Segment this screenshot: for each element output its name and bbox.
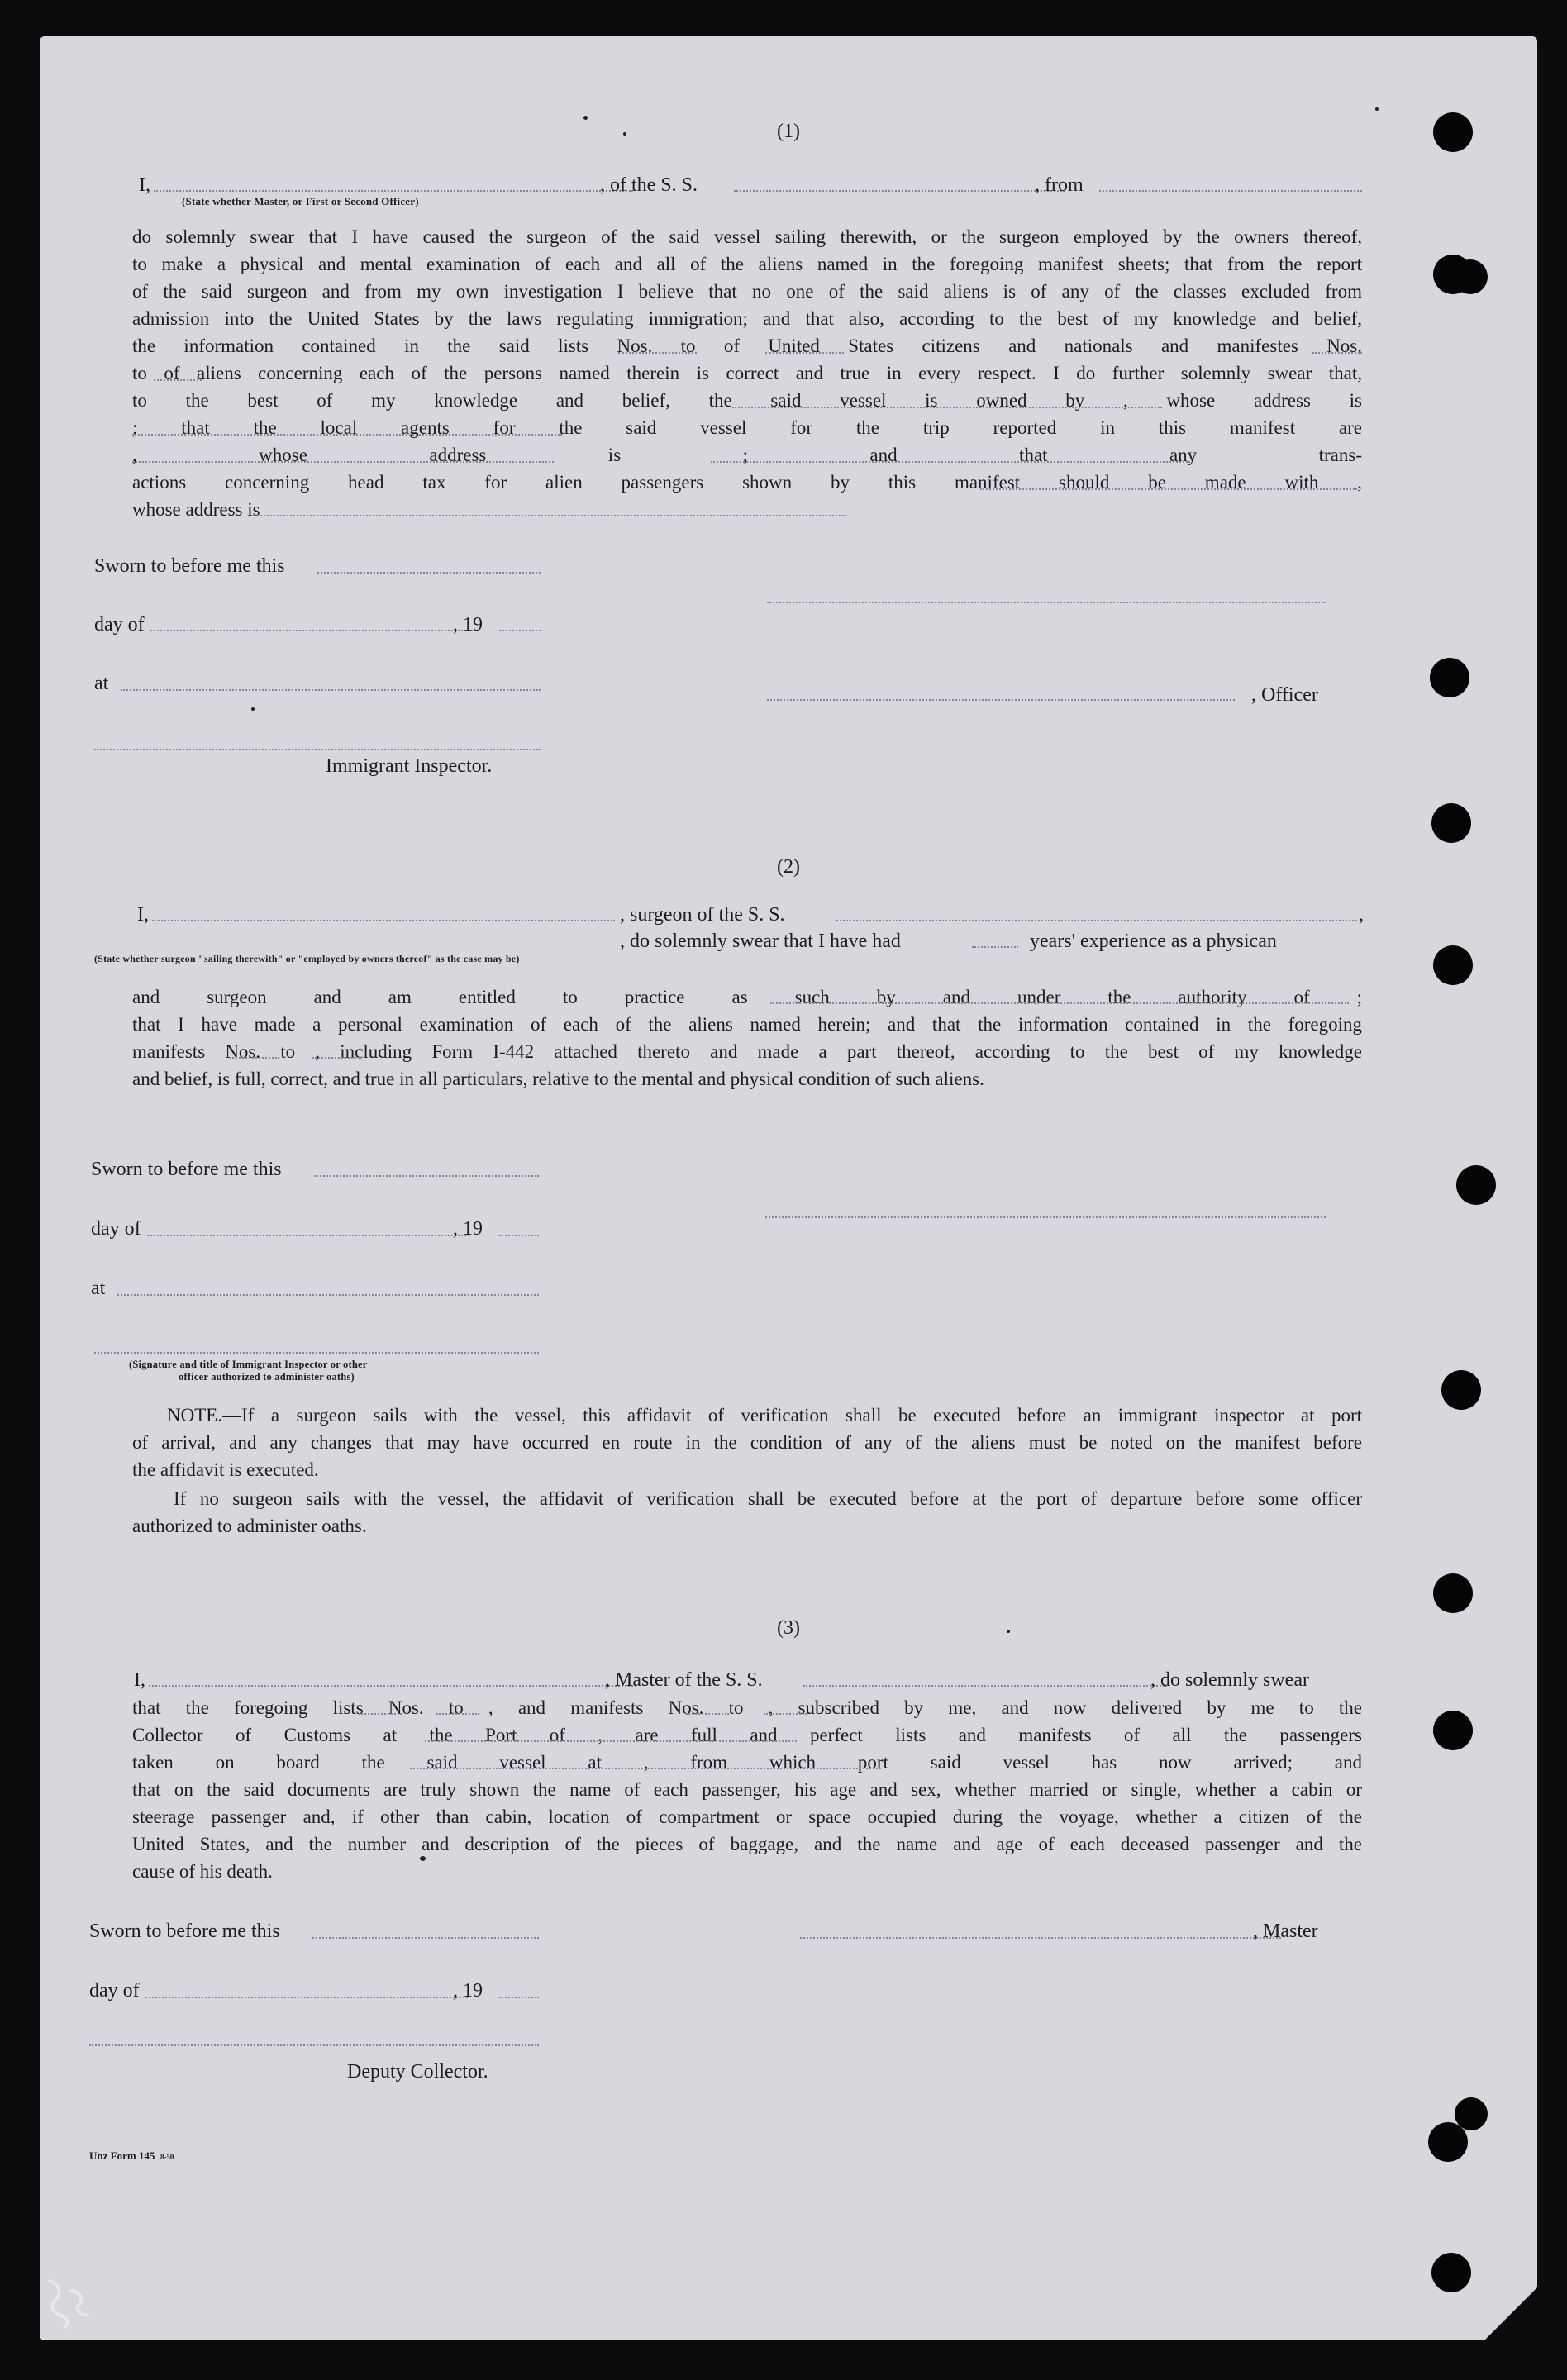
sec3-ship-line[interactable] — [803, 1685, 1167, 1687]
form-number: Unz Form 145 8-50 — [89, 2149, 174, 2162]
sec1-agents-line[interactable] — [132, 461, 554, 463]
sec2-no-surgeon-line: If no surgeon sails with the vessel, the affidavit of verification shall be executed before at the port of departure before some officer — [174, 1488, 1362, 1509]
sec3-swear-label: , do solemnly swear — [1150, 1669, 1309, 1691]
sec3-master-sig-label: , Master — [1253, 1921, 1318, 1942]
sec2-years-label: years' experience as a physican — [1030, 931, 1277, 952]
sec1-from-label: , from — [1035, 174, 1084, 196]
sec1-headtax-line[interactable] — [980, 488, 1357, 490]
sec1-headtax-address-line[interactable] — [251, 515, 846, 516]
sec2-note-line: of arrival, and any changes that may have occurred en route in the condition of any of the aliens must be noted on the manifest before — [132, 1432, 1362, 1453]
sec1-body-line: to make a physical and mental examination of each and all of the aliens named in the foregoing manifest sheets; that from the report — [132, 254, 1362, 274]
sec1-body-line: the information contained in the said lists Nos. to of United States citizens and nationals and manifestes Nos. — [132, 336, 1362, 356]
sec3-body-line: that on the said documents are truly shown the name of each passenger, his age and sex, whether married or single, whether a cabin or — [132, 1779, 1362, 1800]
sec3-body-line: steerage passenger and, if other than cabin, location of compartment or space occupied during the voyage, whether a citizen of the — [132, 1806, 1362, 1827]
sec2-body-line: that I have made a personal examination of each of the aliens named herein; and that the information contained in the foregoing — [132, 1014, 1362, 1035]
sec1-year-line[interactable] — [499, 630, 541, 631]
sec2-body-line: manifests Nos. to , including Form I-442 attached thereto and made a part thereof, according to the best of my knowledge — [132, 1041, 1362, 1062]
sec3-name-line[interactable] — [149, 1685, 636, 1687]
sec1-at-label: at — [94, 673, 109, 694]
sec1-name-line[interactable] — [154, 190, 633, 192]
sec2-inspector-line[interactable] — [94, 1352, 539, 1354]
sec3-list-from-line[interactable] — [359, 1713, 402, 1715]
sec1-i-label: I, — [139, 174, 150, 196]
sec3-body-line: Collector of Customs at the Port of , are full and perfect lists and manifests of all the passengers — [132, 1725, 1362, 1745]
ink-speck — [1007, 1630, 1010, 1633]
sec2-note-line: the affidavit is executed. — [132, 1459, 319, 1480]
sec1-day-label: day of — [94, 614, 145, 635]
sec2-manifest-to-line[interactable] — [312, 1057, 362, 1059]
sec2-no-surgeon-line: authorized to administer oaths. — [132, 1516, 367, 1536]
sec2-at-line[interactable] — [117, 1294, 539, 1296]
sec2-years-line[interactable] — [972, 946, 1018, 948]
sec2-sworn-line[interactable] — [314, 1175, 539, 1177]
sec3-i-label: I, — [134, 1669, 145, 1691]
sec2-year-label: , 19 — [453, 1218, 483, 1240]
handwritten-mark-icon — [40, 2274, 98, 2332]
ink-speck — [420, 1856, 426, 1861]
sec3-manifest-to-line[interactable] — [764, 1713, 807, 1715]
sec2-signature-line[interactable] — [765, 1216, 1326, 1218]
sec2-at-label: at — [91, 1278, 106, 1299]
sec1-ship-line[interactable] — [734, 190, 1065, 192]
binder-hole — [1456, 1165, 1496, 1205]
sec3-master-label: , Master of the S. S. — [605, 1669, 763, 1691]
sec3-boarded-line[interactable] — [410, 1768, 881, 1769]
sec1-at-line[interactable] — [121, 689, 541, 691]
sec3-body-line: cause of his death. — [132, 1861, 273, 1882]
binder-hole — [1441, 1370, 1481, 1410]
sec2-manifest-from-line[interactable] — [230, 1057, 279, 1059]
sec1-agents-address-line[interactable] — [711, 461, 1190, 463]
sec2-comma: , — [1359, 904, 1364, 926]
sec3-list-to-line[interactable] — [436, 1713, 479, 1715]
ink-speck — [583, 116, 588, 120]
sec1-body-line: do solemnly swear that I have caused the surgeon of the said vessel sailing therewith, or the surgeon employed by the owners thereof, — [132, 226, 1362, 247]
sec2-body-line: and belief, is full, correct, and true in all particulars, relative to the mental and physical condition of such aliens. — [132, 1069, 984, 1089]
sec1-sworn-line[interactable] — [317, 572, 541, 574]
torn-corner — [1484, 2287, 1537, 2340]
sec2-sworn-label: Sworn to before me this — [91, 1159, 282, 1180]
binder-hole — [1433, 1573, 1473, 1613]
sec1-list-to-line[interactable] — [765, 352, 844, 354]
section-2-heading: (2) — [777, 856, 800, 878]
sec2-surgeon-label: , surgeon of the S. S. — [620, 904, 785, 926]
sec2-i-label: I, — [137, 904, 149, 926]
binder-hole — [1433, 112, 1473, 152]
sec1-sworn-label: Sworn to before me this — [94, 555, 285, 577]
sec1-body-line: admission into the United States by the laws regulating immigration; and that also, according to the best of my knowledge and belief, — [132, 308, 1362, 329]
sec3-body-line: taken on board the said vessel at , from which port said vessel has now arrived; and — [132, 1752, 1362, 1773]
sec2-ship-line[interactable] — [836, 920, 1357, 921]
sec1-year-label: , 19 — [453, 614, 483, 635]
sec3-body-line: United States, and the number and description of the pieces of baggage, and the name and age of each deceased passenger and the — [132, 1834, 1362, 1854]
sec2-signature-note-2: officer authorized to administer oaths) — [179, 1371, 355, 1383]
sec2-body-line: and surgeon and am entitled to practice as such by and under the authority of ; — [132, 987, 1362, 1007]
section-3-heading: (3) — [777, 1617, 800, 1639]
binder-hole — [1433, 1711, 1473, 1750]
form-sheet — [40, 36, 1537, 2340]
sec1-day-line[interactable] — [150, 630, 473, 631]
sec1-manifest-to-line[interactable] — [154, 379, 202, 381]
sec1-ship-label: , of the S. S. — [600, 174, 698, 196]
sec1-owner-line[interactable] — [732, 407, 1162, 408]
ink-speck — [1375, 107, 1379, 111]
binder-hole — [1433, 945, 1473, 985]
sec2-note-line: NOTE.—If a surgeon sails with the vessel, this affidavit of verification shall be executed before an immigrant inspector at port — [167, 1405, 1362, 1426]
ink-speck — [623, 132, 626, 136]
sec3-body-line: that the foregoing lists Nos. to , and manifests Nos. to , subscribed by me, and now delivered by me to the — [132, 1697, 1362, 1718]
section-1-heading: (1) — [777, 121, 800, 142]
sec1-body-line: ; that the local agents for the said vessel for the trip reported in this manifest are — [132, 417, 1362, 438]
sec3-port-line[interactable] — [425, 1740, 797, 1742]
sec3-manifest-from-line[interactable] — [686, 1713, 729, 1715]
ink-speck — [251, 707, 255, 711]
sec2-authority-line[interactable] — [770, 1002, 1349, 1004]
sec1-body-line: whose address is — [132, 499, 260, 520]
sec3-sworn-label: Sworn to before me this — [89, 1921, 280, 1942]
sec3-sworn-line[interactable] — [312, 1937, 539, 1939]
sec1-officer-label: , Officer — [1251, 684, 1318, 706]
sec1-body-line: to the best of my knowledge and belief, the said vessel is owned by , whose address is — [132, 390, 1362, 411]
sec2-surgeon-note: (State whether surgeon "sailing therewith" or "employed by owners thereof" as the case may be) — [94, 953, 520, 964]
sec1-body-line: actions concerning head tax for alien passengers shown by this manifest should be made with , — [132, 472, 1362, 493]
binder-hole — [1431, 2253, 1471, 2292]
sec1-officer-line[interactable] — [767, 699, 1235, 701]
sec2-signature-note-1: (Signature and title of Immigrant Inspector or other — [129, 1359, 368, 1370]
sec1-inspector-line[interactable] — [94, 749, 541, 750]
sec1-body-line: , whose address is ; and that any trans- — [132, 445, 1362, 465]
sec1-list-from-line[interactable] — [618, 352, 697, 354]
sec1-from-line[interactable] — [1099, 190, 1362, 192]
sec2-day-line[interactable] — [147, 1235, 469, 1236]
sec1-body-line: to of aliens concerning each of the persons named therein is correct and true in every respect. I do further solemnly swear that, — [132, 363, 1362, 383]
sec1-officer-note: (State whether Master, or First or Second Officer) — [182, 195, 419, 207]
sec3-signature-line[interactable] — [800, 1937, 1281, 1939]
sec1-body-line: of the said surgeon and from my own investigation I believe that no one of the said aliens is of any of the classes excluded from — [132, 281, 1362, 302]
sec3-collector-line[interactable] — [89, 2044, 539, 2046]
binder-hole — [1431, 803, 1471, 843]
sec3-year-label: , 19 — [453, 1980, 483, 2002]
sec2-day-label: day of — [91, 1218, 141, 1240]
sec1-inspector-label: Immigrant Inspector. — [326, 755, 493, 777]
binder-hole — [1453, 259, 1488, 294]
sec2-swear-label: , do solemnly swear that I have had — [620, 931, 901, 952]
sec3-deputy-label: Deputy Collector. — [347, 2061, 488, 2082]
sec2-year-line[interactable] — [499, 1235, 539, 1236]
binder-hole — [1428, 2122, 1468, 2162]
sec1-signature-line[interactable] — [767, 602, 1326, 603]
sec3-day-line[interactable] — [145, 1997, 468, 1998]
sec1-owner-address-line[interactable] — [132, 434, 562, 436]
sec3-year-line[interactable] — [499, 1997, 539, 1998]
sec2-name-line[interactable] — [152, 920, 615, 921]
sec1-manifest-from-line[interactable] — [1312, 352, 1362, 354]
sec3-day-label: day of — [89, 1980, 140, 2002]
binder-hole — [1430, 658, 1469, 697]
